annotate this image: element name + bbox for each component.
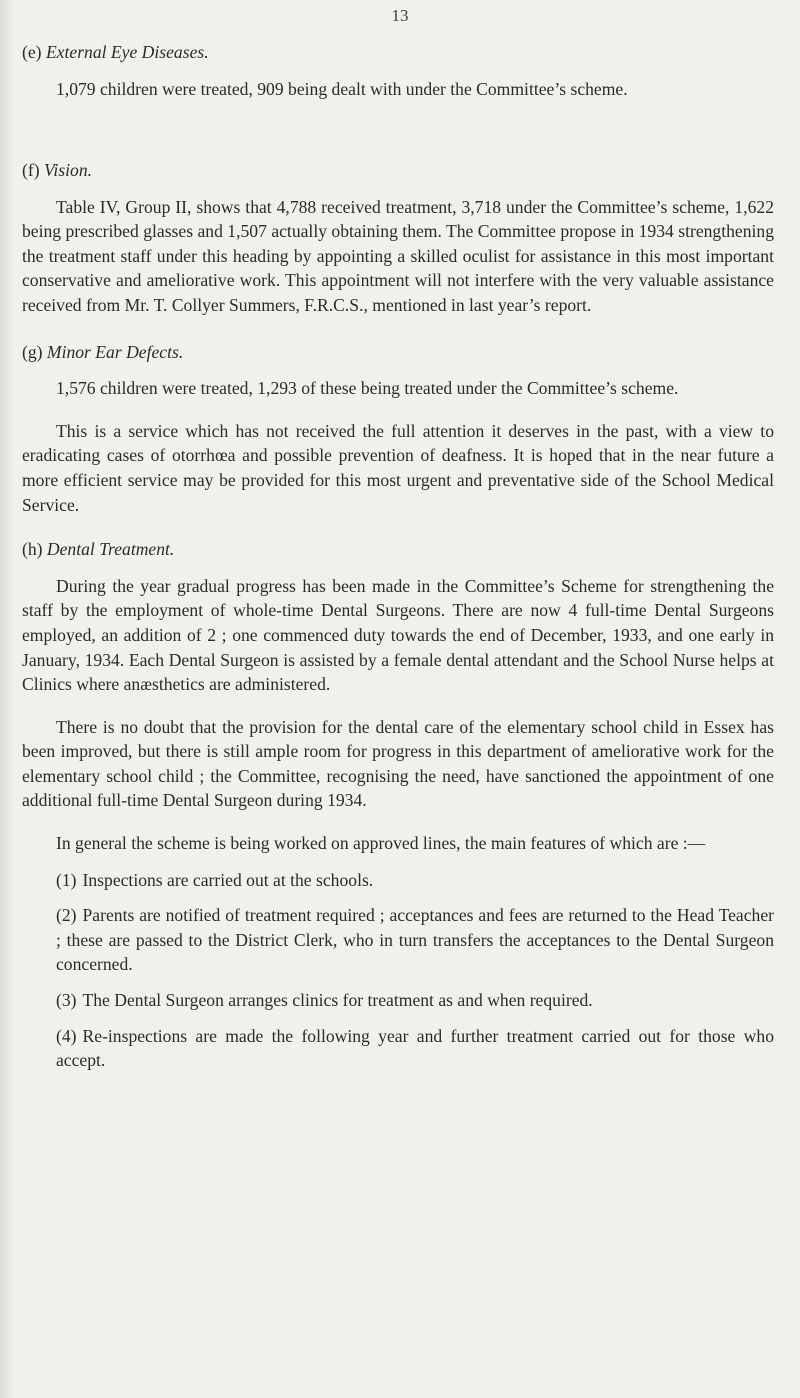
section-external-eye-diseases [22, 40, 774, 158]
section-title: External Eye Diseases. [45, 42, 209, 62]
list-item-number: (4) [56, 1025, 77, 1046]
section-letter: (e) [22, 42, 42, 62]
section-letter: (h) [22, 539, 43, 560]
paragraph: Table IV, Group II, shows that 4,788 received treatment, 3,718 under the Committee’s scheme, 1,622 being prescribed glasses and 1,507 actually obtaining them. The Committee propose in 1934 strengthening the treatment staff under this heading by appointing a skilled oculist for assistance in this most important conservative and ameliorative work. This appointment will not interfere with the very valuable assistance received from Mr. T. Collyer Summers, F.R.C.S., mentioned in last year’s report. [22, 196, 774, 315]
section-title: Dental Treatment. [46, 539, 175, 560]
list-item [22, 1024, 774, 1073]
list-item-text: Inspections are carried out at the schools. [82, 869, 374, 890]
paragraph: 1,079 children were treated, 909 being dealt with under the Committee’s scheme. [56, 78, 628, 99]
list-item-text: Parents are notified of treatment required ; acceptances and fees are returned to the Head Teacher ; these are passed to the District Clerk, who in turn transfers the acceptances to the Dental Surgeon concerned. [56, 905, 774, 975]
paragraph: There is no doubt that the provision for the dental care of the elementary school child in Essex has been improved, but there is still ample room for progress in this department of ameliorative work for the elementary school child ; the Committee, recognising the need, have sanctioned the appointment of one additional full-time Dental Surgeon during 1934. [22, 716, 774, 811]
section-dental-treatment [22, 537, 774, 1073]
section-heading [22, 340, 774, 365]
page-number: 13 [391, 6, 409, 25]
list-item [22, 988, 774, 1013]
section-vision [22, 158, 774, 318]
section-minor-ear-defects [22, 340, 774, 518]
paragraph: This is a service which has not received the full attention it deserves in the past, with a view to eradicating cases of otorrhœa and possible prevention of deafness. It is hoped that in the near future a more efficient service may be provided for this most urgent and preventative side of the School Medical Service. [22, 420, 774, 515]
list-item [22, 868, 774, 893]
paragraph: During the year gradual progress has been made in the Committee’s Scheme for strengthening the staff by the employment of whole-time Dental Surgeons. There are now 4 full-time Dental Surgeons employed, an addition of 2 ; one commenced duty towards the end of December, 1933, and one early in January, 1934. Each Dental Surgeon is assisted by a female dental attendant and the School Nurse helps at Clinics where anæsthetics are administered. [22, 575, 774, 695]
list-item-text: Re-inspections are made the following year and further treatment carried out for those who accept. [56, 1025, 774, 1071]
paragraph: In general the scheme is being worked on approved lines, the main features of which are :— [56, 833, 706, 854]
section-letter: (f) [22, 160, 40, 180]
list-item-text: The Dental Surgeon arranges clinics for treatment as and when required. [82, 990, 593, 1011]
paragraph: 1,576 children were treated, 1,293 of these being treated under the Committee’s scheme. [56, 378, 679, 399]
section-heading [22, 158, 774, 183]
section-letter: (g) [22, 341, 43, 362]
list-item-number: (3) [56, 990, 77, 1011]
section-heading [22, 40, 774, 65]
list-item-number: (2) [56, 905, 77, 926]
dental-scheme-features-list [22, 868, 774, 1073]
list-item [22, 903, 774, 977]
section-heading [22, 537, 774, 562]
page-content [22, 40, 774, 1084]
section-title: Vision. [43, 160, 93, 180]
section-title: Minor Ear Defects. [46, 341, 184, 362]
list-item-number: (1) [56, 869, 77, 890]
